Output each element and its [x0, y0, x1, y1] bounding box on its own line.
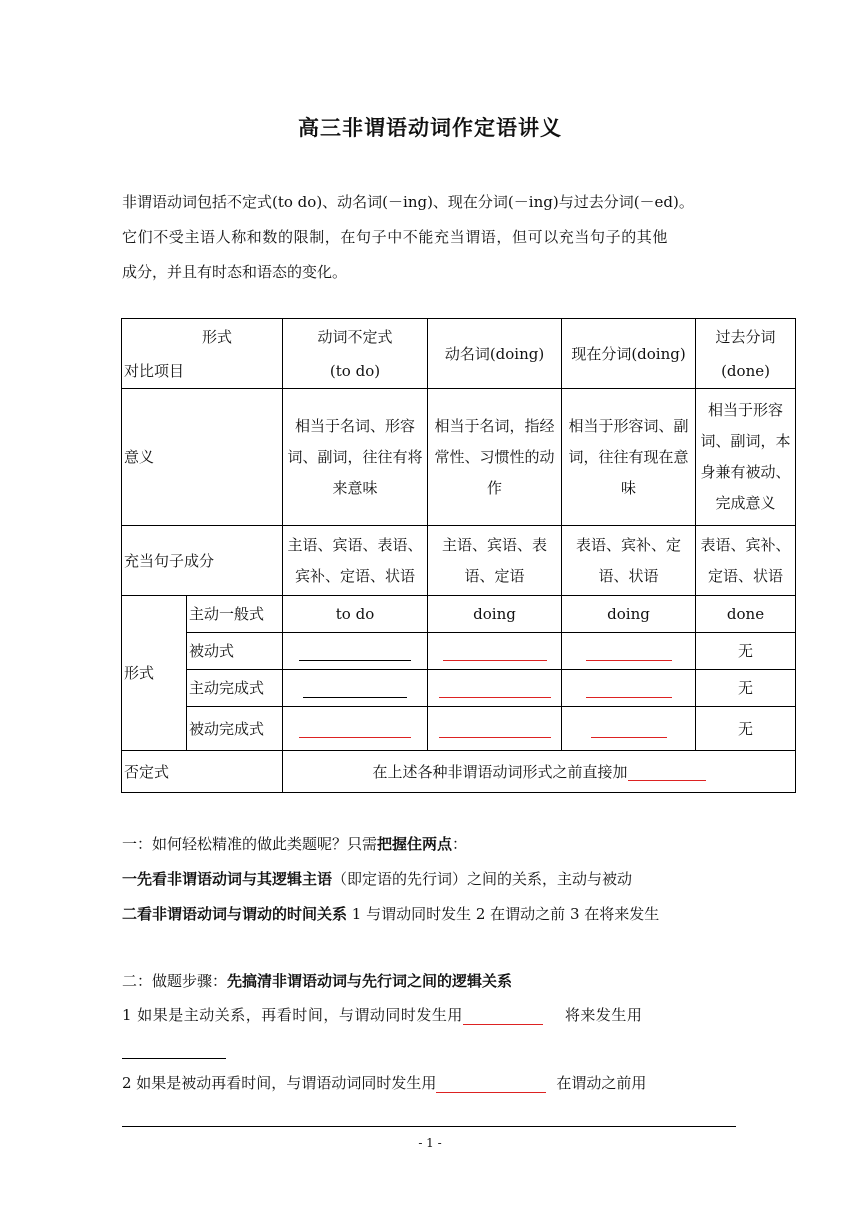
blank-cell: [428, 670, 562, 707]
section1-prefix: 一：如何轻松精准的做此类题呢？只需: [122, 835, 378, 853]
section1-suffix: ：: [452, 835, 468, 853]
meaning-cell: 相当于形容词、副词，本身兼有被动、完成意义: [696, 389, 796, 526]
section1-line3-rest: 1 与谓动同时发生 2 在谓动之前 3 在将来发生: [347, 905, 660, 923]
answer-blank[interactable]: [463, 1008, 543, 1025]
page-number: - 1 -: [418, 1136, 442, 1150]
section2-line3: [122, 1072, 646, 1093]
answer-blank[interactable]: [443, 644, 547, 661]
form-cell: doing: [562, 596, 696, 633]
answer-blank[interactable]: [122, 1042, 226, 1059]
comparison-table: [121, 318, 796, 793]
role-cell: 主语、宾语、表语、宾补、定语、状语: [283, 526, 428, 596]
role-cell: 表语、宾补、定语、状语: [696, 526, 796, 596]
form-cell: 无: [696, 633, 796, 670]
section2-line3a: 2 如果是被动再看时间，与谓语动词同时发生用: [122, 1074, 437, 1092]
page-title: 高三非谓语动词作定语讲义: [298, 116, 562, 140]
answer-blank[interactable]: [591, 721, 667, 738]
answer-blank[interactable]: [586, 681, 672, 698]
blank-cell: [562, 633, 696, 670]
form-cell: doing: [428, 596, 562, 633]
section1-line1: [122, 833, 467, 854]
blank-cell: [283, 670, 428, 707]
answer-blank[interactable]: [586, 644, 672, 661]
blank-cell: [562, 670, 696, 707]
answer-blank[interactable]: [299, 644, 411, 661]
corner-bottom-label: 对比项目: [124, 361, 185, 380]
form-cell: done: [696, 596, 796, 633]
meaning-cell: 相当于名词、形容词、副词，往往有将来意味: [283, 389, 428, 526]
negation-label: 否定式: [122, 751, 283, 793]
role-cell: 表语、宾补、定语、状语: [562, 526, 696, 596]
answer-blank[interactable]: [439, 681, 551, 698]
answer-blank[interactable]: [436, 1076, 546, 1093]
section1-line2-bold: 一先看非谓语动词与其逻辑主语: [122, 870, 333, 888]
section2-line2b: 将来发生用: [564, 1006, 643, 1024]
blank-cell: [562, 707, 696, 751]
form-name: 被动完成式: [187, 707, 283, 751]
blank-cell: [428, 633, 562, 670]
meaning-cell: 相当于名词，指经常性、习惯性的动作: [428, 389, 562, 526]
header-past-participle: [696, 319, 796, 389]
form-label: 形式: [122, 596, 187, 751]
intro-line: 非谓语动词包括不定式(to do)、动名词(－ing)、现在分词(－ing)与过去分词(－ed)。: [122, 193, 694, 211]
header-past-participle-label: 过去分词 (done): [715, 327, 776, 380]
blank-cell: [428, 707, 562, 751]
meaning-cell: 相当于形容词、副词，往往有现在意味: [562, 389, 696, 526]
blank-cell: [283, 633, 428, 670]
section2-line1: [122, 970, 512, 991]
form-cell: 无: [696, 670, 796, 707]
intro-paragraph: [122, 185, 752, 290]
section1-line2: [122, 868, 632, 889]
section1-line3-bold: 二看非谓语动词与谓动的时间关系: [122, 905, 348, 923]
section2-line2: [122, 1004, 642, 1025]
corner-top-label: 形式: [202, 327, 233, 346]
answer-blank[interactable]: [628, 764, 706, 781]
header-present-participle: 现在分词(doing): [562, 319, 696, 389]
answer-blank[interactable]: [439, 721, 551, 738]
section1-bold: 把握住两点: [377, 835, 453, 853]
meaning-label: 意义: [122, 389, 283, 526]
header-gerund: 动名词(doing): [428, 319, 562, 389]
header-infinitive-label: 动词不定式 (to do): [317, 327, 393, 380]
form-name: 主动完成式: [187, 670, 283, 707]
form-cell: to do: [283, 596, 428, 633]
section2-bold: 先搞清非谓语动词与先行词之间的逻辑关系: [227, 972, 513, 990]
answer-blank[interactable]: [303, 681, 407, 698]
section2-line3b: 在谓动之前用: [556, 1074, 647, 1092]
section1-line3: [122, 903, 659, 924]
role-cell: 主语、宾语、表语、定语: [428, 526, 562, 596]
intro-line: 成分，并且有时态和语态的变化。: [122, 263, 348, 281]
section1-line2-rest: （即定语的先行词）之间的关系，主动与被动: [332, 870, 633, 888]
section2-prefix: 二：做题步骤：: [122, 972, 228, 990]
form-name: 主动一般式: [187, 596, 283, 633]
footer-rule: [122, 1126, 736, 1127]
form-cell: 无: [696, 707, 796, 751]
negation-cell: [283, 751, 796, 793]
section2-line2a: 1 如果是主动关系，再看时间，与谓动同时发生用: [122, 1006, 463, 1024]
answer-blank[interactable]: [299, 721, 411, 738]
negation-text: 在上述各种非谓语动词形式之前直接加: [372, 762, 628, 781]
corner-header-cell: [122, 319, 283, 389]
form-name: 被动式: [187, 633, 283, 670]
section2-continuation: [122, 1040, 226, 1059]
header-infinitive: [283, 319, 428, 389]
intro-line: 它们不受主语人称和数的限制，在句子中不能充当谓语，但可以充当句子的其他: [122, 228, 669, 246]
blank-cell: [283, 707, 428, 751]
role-label: 充当句子成分: [122, 526, 283, 596]
